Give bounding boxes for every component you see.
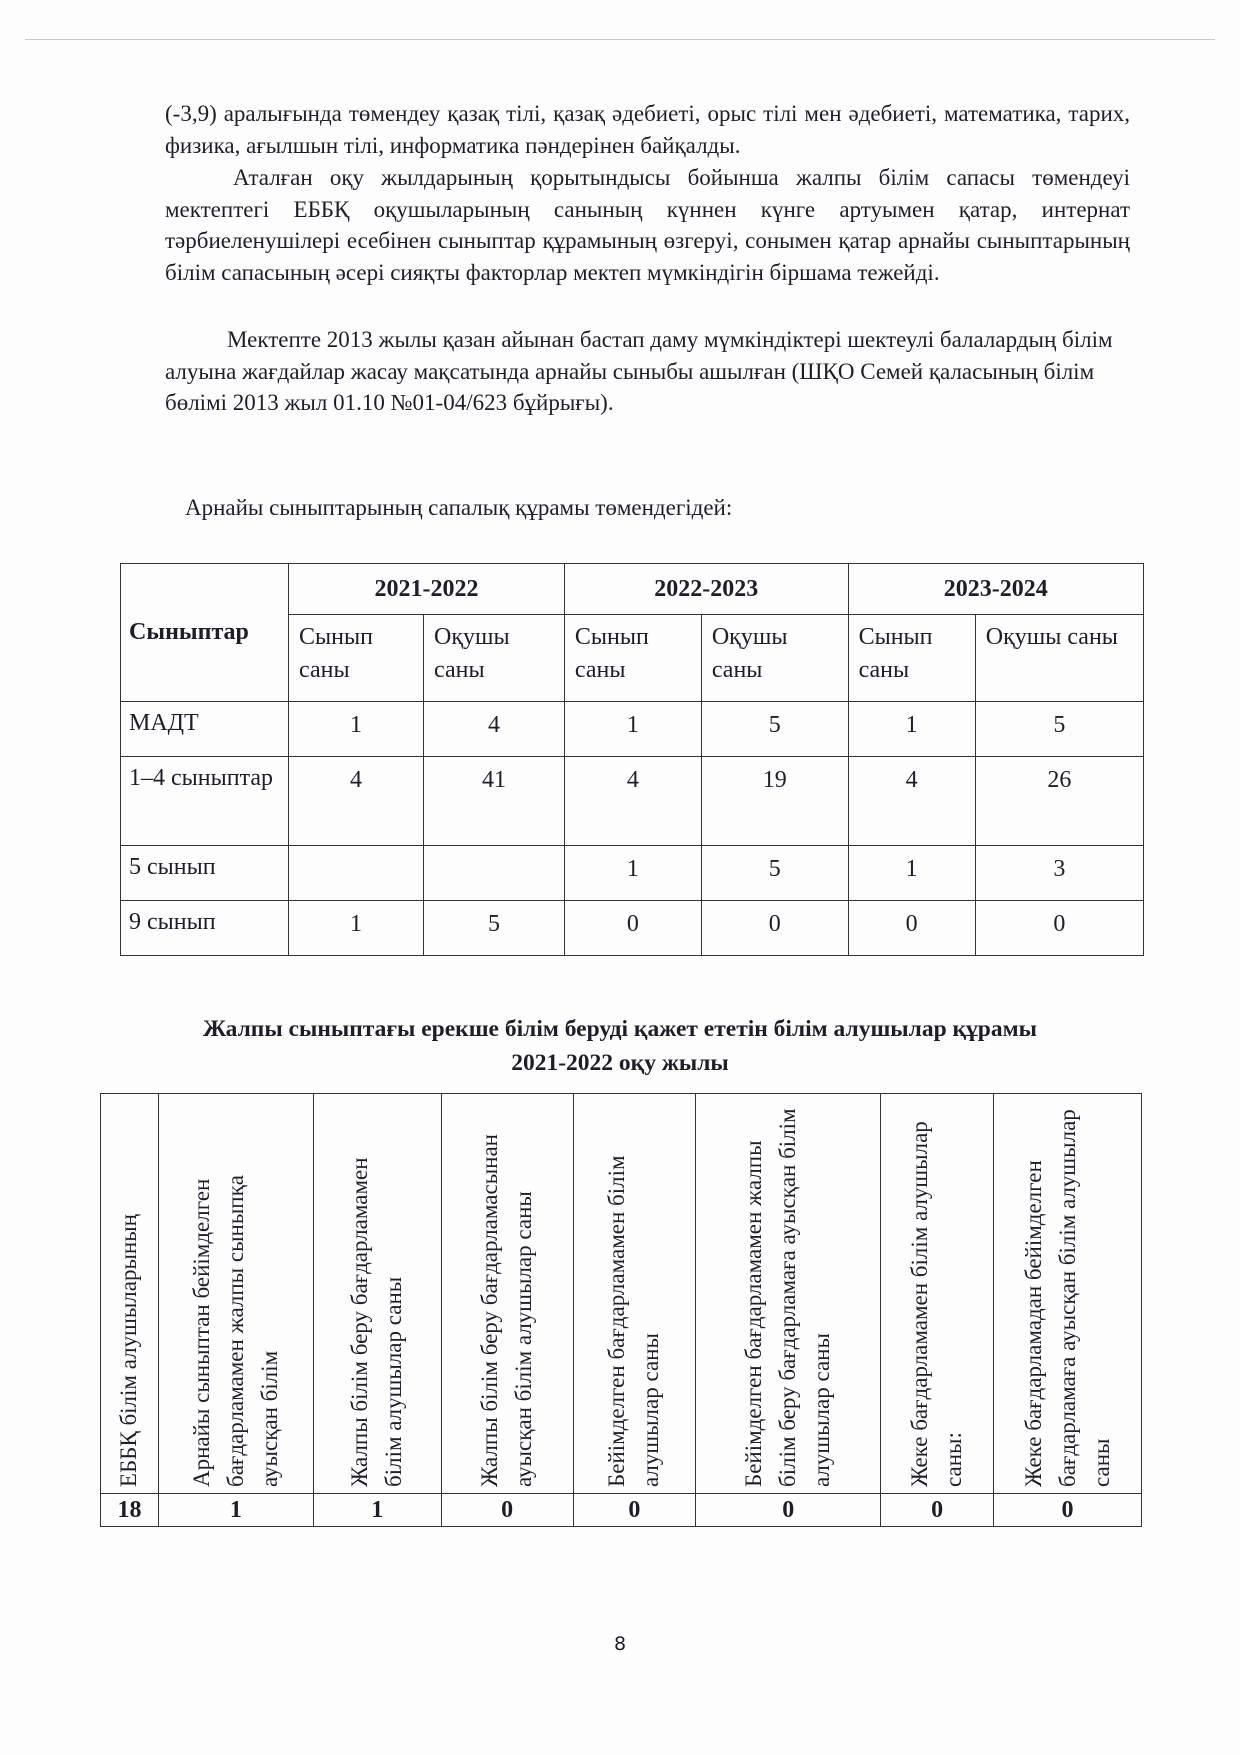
column-header: Жеке бағдарламадан бейімделген бағдарламаға ауысқан білім алушылар саны xyxy=(994,1094,1142,1494)
column-header: Арнайы сыныптан бейімделген бағдарламамен жалпы сыныпқа ауысқан білім xyxy=(158,1094,313,1494)
row-label: 1–4 сыныптар xyxy=(121,757,289,846)
cell: 5 xyxy=(424,901,565,956)
cell: 19 xyxy=(701,757,848,846)
row-label: 9 сынып xyxy=(121,901,289,956)
sub-header-class-count: Сынып саны xyxy=(289,615,424,702)
year-header: 2021-2022 xyxy=(289,564,565,615)
cell xyxy=(289,846,424,901)
sub-header-student-count: Оқушы саны xyxy=(701,615,848,702)
cell: 0 xyxy=(701,901,848,956)
table-row xyxy=(121,846,1144,901)
cell: 1 xyxy=(564,702,701,757)
cell: 5 xyxy=(701,702,848,757)
table2-year: 2021-2022 оқу жылы xyxy=(511,1050,729,1076)
cell: 3 xyxy=(975,846,1143,901)
cell: 0 xyxy=(848,901,975,956)
year-header: 2023-2024 xyxy=(848,564,1143,615)
cell: 1 xyxy=(848,846,975,901)
column-header: Жалпы білім беру бағдарламамен білім алушылар саны xyxy=(313,1094,441,1494)
cell: 0 xyxy=(573,1494,696,1527)
table1-caption: Арнайы сыныптарының сапалық құрамы төмендегідей: xyxy=(185,495,733,520)
table-row xyxy=(121,757,1144,846)
sub-header-class-count: Сынып саны xyxy=(848,615,975,702)
cell: 4 xyxy=(564,757,701,846)
cell: 0 xyxy=(441,1494,573,1527)
cell: 0 xyxy=(564,901,701,956)
cell xyxy=(424,846,565,901)
header-rule xyxy=(25,39,1215,40)
cell: 1 xyxy=(289,702,424,757)
cell: 5 xyxy=(975,702,1143,757)
cell: 4 xyxy=(289,757,424,846)
column-header: ЕББҚ білім алушыларының xyxy=(101,1094,159,1494)
year-header: 2022-2023 xyxy=(564,564,848,615)
table-row xyxy=(121,702,1144,757)
cell: 0 xyxy=(975,901,1143,956)
paragraph-3: Мектепте 2013 жылы қазан айынан бастап даму мүмкіндіктері шектеулі балалардың білім алуына жағдайлар жасау мақсатында арнайы сыныбы ашылған (ШҚО Семей қаласының білім бөлімі 2013 жыл 01.10 №01-04/623 бұйрығы). xyxy=(165,327,1113,415)
cell: 1 xyxy=(848,702,975,757)
cell: 1 xyxy=(564,846,701,901)
cell: 4 xyxy=(848,757,975,846)
cell: 26 xyxy=(975,757,1143,846)
cell: 1 xyxy=(158,1494,313,1527)
row-label: 5 сынып xyxy=(121,846,289,901)
paragraph-1: (-3,9) аралығында төмендеу қазақ тілі, қазақ әдебиеті, орыс тілі мен әдебиеті, математика, тарих, физика, ағылшын тілі, информатика пәндерінен байқалды. xyxy=(165,101,1130,158)
table2-title: Жалпы сыныптағы ерекше білім беруді қажет ететін білім алушылар құрамы xyxy=(203,1016,1037,1042)
inclusive-education-table xyxy=(100,1093,1142,1527)
cell: 4 xyxy=(424,702,565,757)
classes-header: Сыныптар xyxy=(121,564,289,702)
page-number: 8 xyxy=(613,1633,627,1655)
cell: 5 xyxy=(701,846,848,901)
column-header: Жеке бағдарламамен білім алушылар саны: xyxy=(881,1094,994,1494)
sub-header-class-count: Сынып саны xyxy=(564,615,701,702)
cell: 41 xyxy=(424,757,565,846)
cell: 0 xyxy=(881,1494,994,1527)
special-classes-table xyxy=(120,563,1144,956)
cell: 0 xyxy=(696,1494,881,1527)
row-label: МАДТ xyxy=(121,702,289,757)
column-header: Бейімделген бағдарламамен жалпы білім беру бағдарламаға ауысқан білім алушылар саны xyxy=(696,1094,881,1494)
column-header: Жалпы білім беру бағдарламасынан ауысқан білім алушылар саны xyxy=(441,1094,573,1494)
cell: 1 xyxy=(289,901,424,956)
cell: 1 xyxy=(313,1494,441,1527)
sub-header-student-count: Оқушы саны xyxy=(424,615,565,702)
cell: 18 xyxy=(101,1494,159,1527)
column-header: Бейімделген бағдарламамен білім алушылар саны xyxy=(573,1094,696,1494)
table-row xyxy=(121,901,1144,956)
sub-header-student-count: Оқушы саны xyxy=(975,615,1143,702)
table-row xyxy=(101,1494,1142,1527)
paragraph-2: Аталған оқу жылдарының қорытындысы бойынша жалпы білім сапасы төмендеуі мектептегі ЕББҚ оқушыларының санының күннен күнге артуымен қатар, интернат тәрбиеленушілері есебінен сыныптар құрамының өзгеруі, сонымен қатар арнайы сыныптарының білім сапасының әсері сияқты факторлар мектеп мүмкіндігін біршама тежейді. xyxy=(165,165,1130,285)
cell: 0 xyxy=(994,1494,1142,1527)
